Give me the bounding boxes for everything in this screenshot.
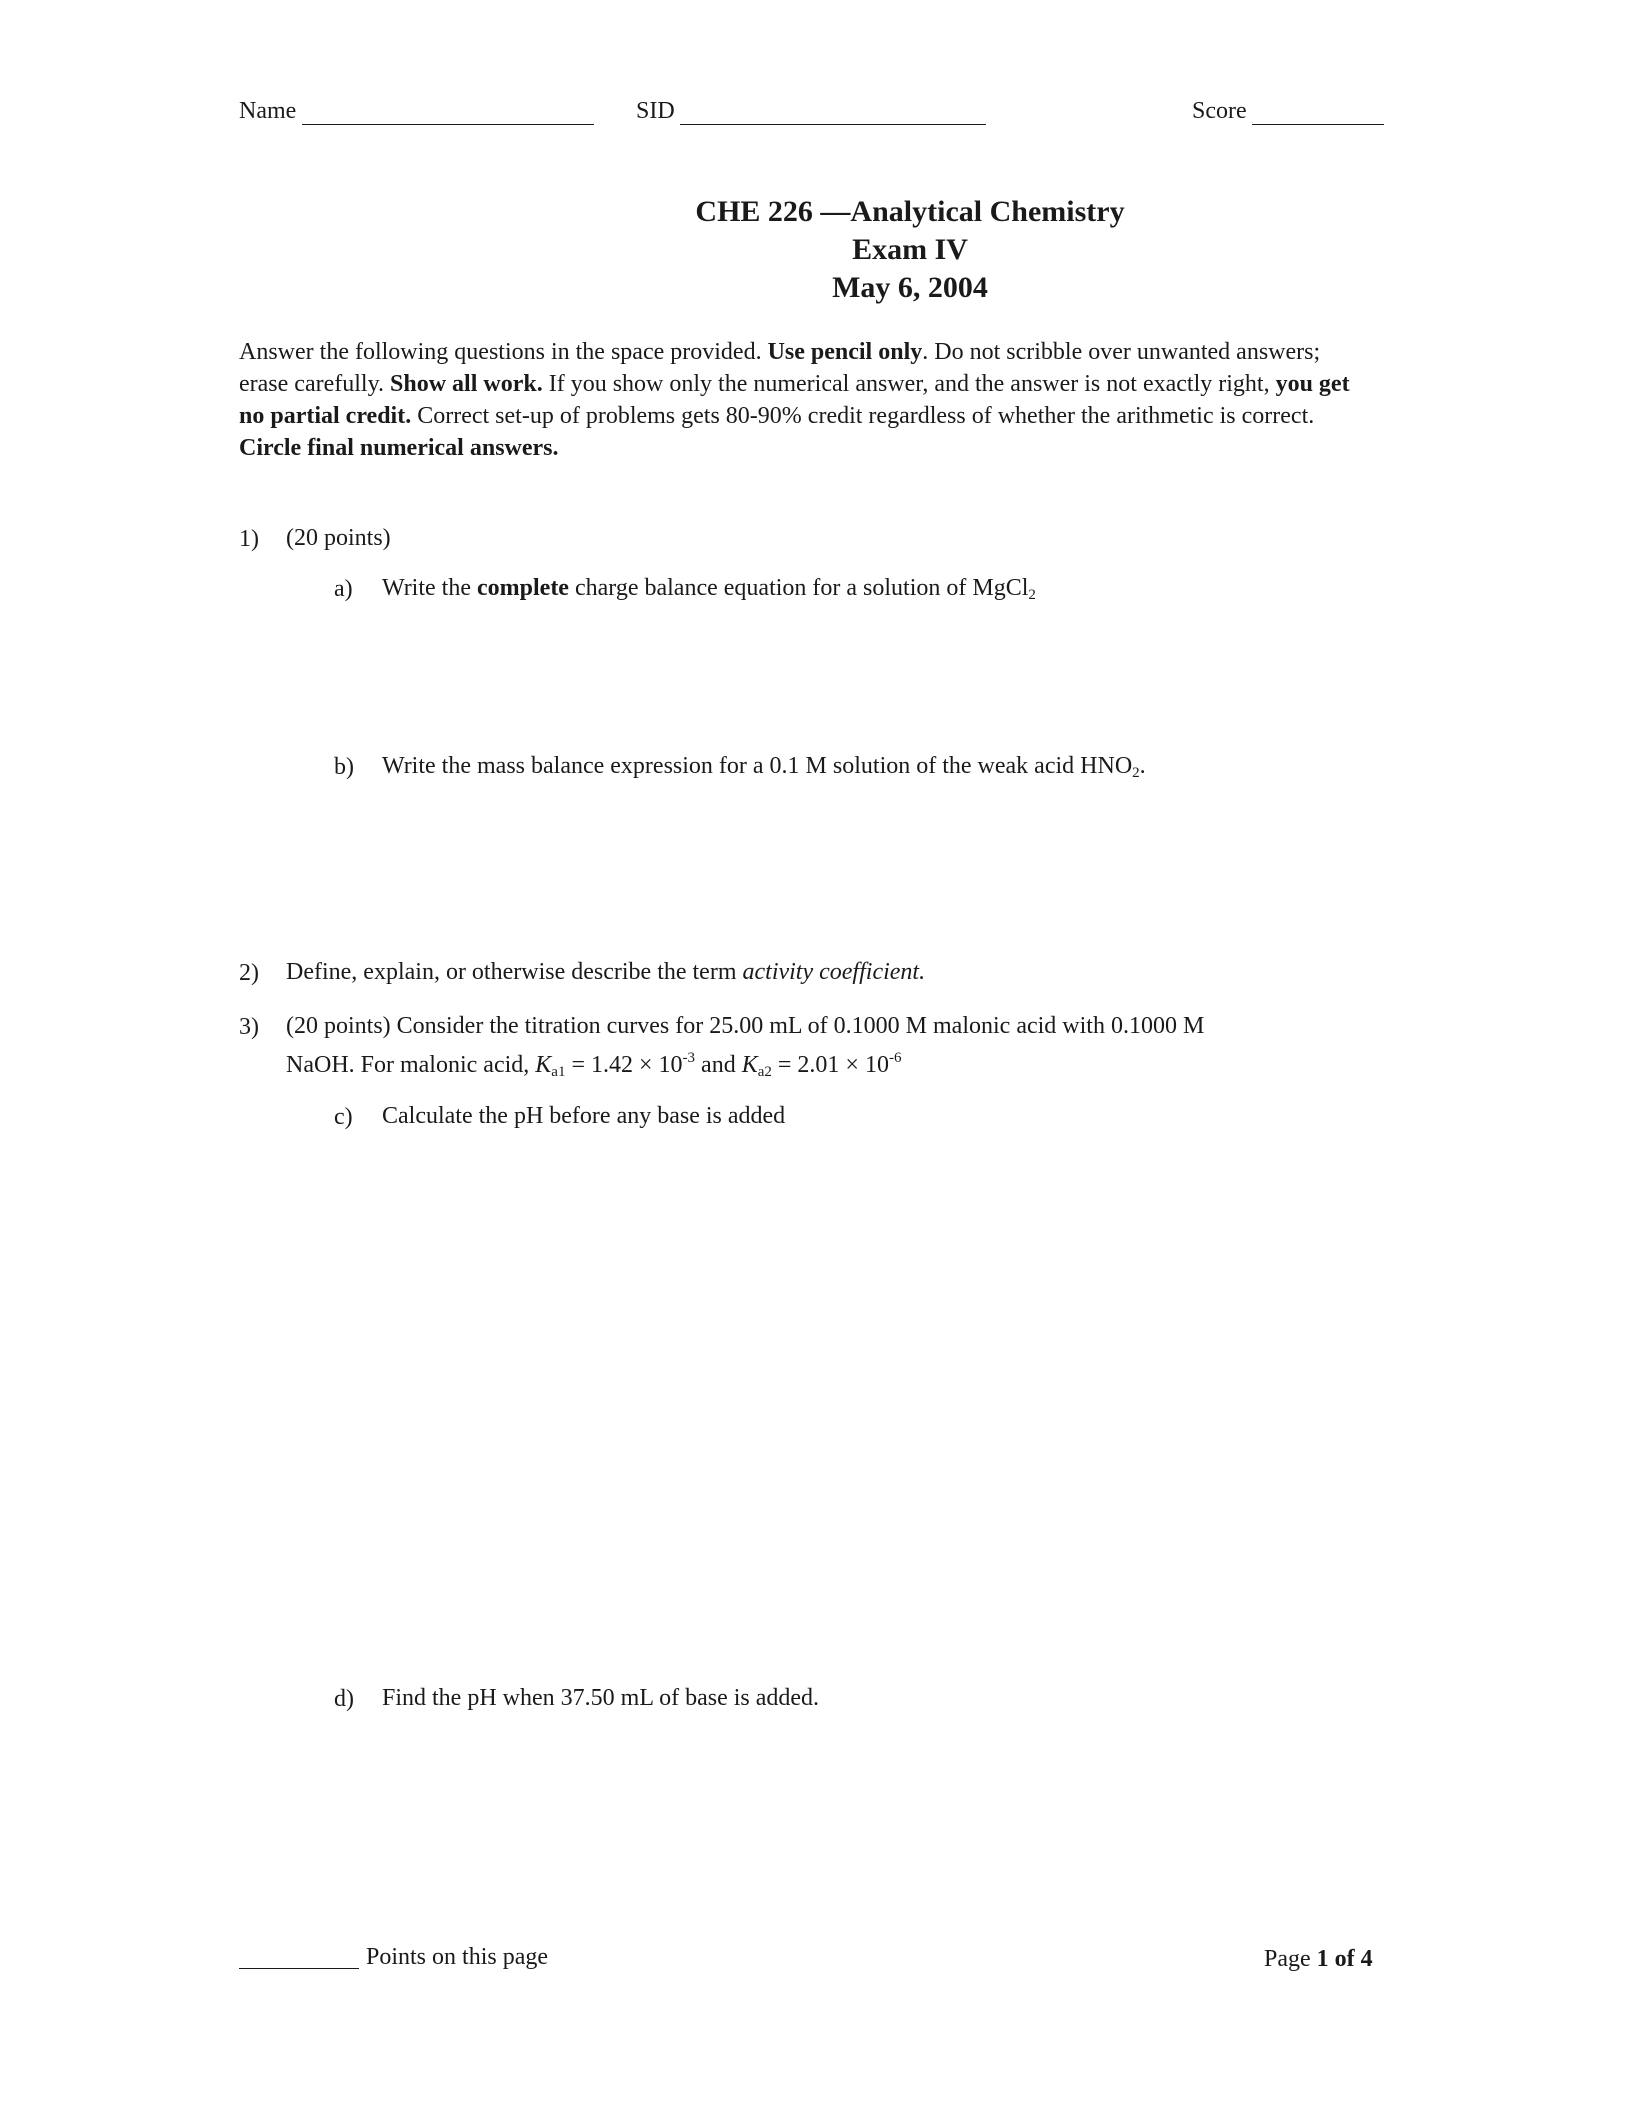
name-field[interactable] <box>302 124 594 125</box>
score-label: Score <box>1192 98 1247 124</box>
sid-field[interactable] <box>680 124 986 125</box>
question-3c-label: c) <box>334 1104 353 1130</box>
question-3-line1: (20 points) Consider the titration curves for 25.00 mL of 0.1000 M malonic acid with 0.1000 M <box>286 1013 1205 1039</box>
question-3d-text: Find the pH when 37.50 mL of base is added. <box>382 1685 820 1711</box>
question-1b-text: Write the mass balance expression for a 0.1 M solution of the weak acid $HNO_2$. <box>382 753 1146 781</box>
sid-label: SID <box>636 98 675 124</box>
question-3-number: 3) <box>239 1014 259 1040</box>
points-label: Points on this page <box>366 1944 549 1970</box>
question-3-line2: NaOH. For malonic acid, $K_{a1} = 1.42 \times 10^{-3}$ and $K_{a2} = 2.01 \times 10^{-6}$ <box>286 1050 902 1080</box>
instructions: Answer the following questions in the space provided. Use pencil only. Do not scribble over unwanted answers; erase carefully. Show all work. If you show only the numerical answer, and the answer is not exactly right, you get no partial credit. Correct set-up of problems gets 80-90% credit regardless of whether the arithmetic is correct. Circle final numerical answers. <box>239 339 1350 461</box>
exam-date: May 6, 2004 <box>832 271 988 304</box>
points-field[interactable] <box>239 1968 359 1969</box>
question-1b-label: b) <box>334 754 354 780</box>
exam-title <box>0 193 1640 307</box>
question-2-number: 2) <box>239 960 259 986</box>
question-2-text: Define, explain, or otherwise describe the term activity coefficient. <box>286 959 926 985</box>
question-1-number: 1) <box>239 526 259 552</box>
course-title: CHE 226 —Analytical Chemistry <box>695 195 1125 228</box>
name-label: Name <box>239 98 297 124</box>
question-1-points: (20 points) <box>286 525 391 551</box>
question-1a-label: a) <box>334 576 353 602</box>
question-1a-text: Write the complete charge balance equation for a solution of MgCl$_2$ <box>382 575 1036 603</box>
score-field[interactable] <box>1252 124 1384 125</box>
exam-name: Exam IV <box>852 233 968 266</box>
page-indicator: Page 1 of 4 <box>1264 1946 1373 1972</box>
question-3d-label: d) <box>334 1686 354 1712</box>
question-3c-text: Calculate the pH before any base is added <box>382 1103 786 1129</box>
